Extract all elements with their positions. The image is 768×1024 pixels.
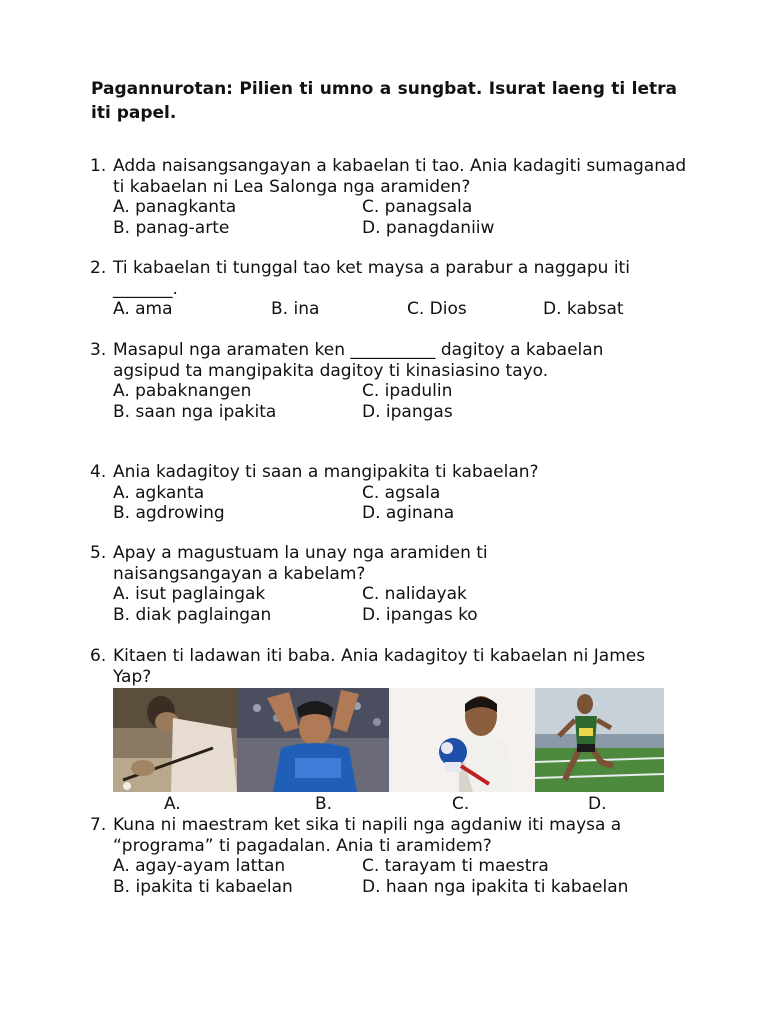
question-1 xyxy=(90,156,690,238)
option-a: A. pabaknangen xyxy=(113,381,252,402)
option-b: B. ina xyxy=(271,299,320,320)
question-number: 4. xyxy=(90,462,107,482)
option-b: B. diak paglaingan xyxy=(113,604,272,625)
photo-label-b: B. xyxy=(315,794,333,814)
options xyxy=(113,584,690,625)
photo-billiards-player xyxy=(113,688,237,792)
option-c: C. nalidayak xyxy=(362,584,467,605)
question-number: 7. xyxy=(90,815,107,835)
question-number: 3. xyxy=(90,340,107,360)
photo-label-a: A. xyxy=(164,794,181,814)
question-number: 1. xyxy=(90,156,107,176)
option-d: D. panagdaniiw xyxy=(362,217,495,238)
photo-basketball-player xyxy=(237,688,389,792)
options xyxy=(113,381,690,422)
question-2 xyxy=(90,258,690,320)
option-a: A. ama xyxy=(113,299,173,320)
question-text: Kuna ni maestram ket sika ti napili nga agdaniw iti maysa a “programa” ti pagadalan. Ania ti aramidem? xyxy=(113,815,622,856)
question-3 xyxy=(90,340,690,422)
option-d: D. kabsat xyxy=(543,299,624,320)
question-text: Ti kabaelan ti tunggal tao ket maysa a parabur a naggapu iti _______. xyxy=(113,258,630,299)
option-b: B. saan nga ipakita xyxy=(113,401,277,422)
options xyxy=(113,483,690,524)
photo-boxer xyxy=(389,688,535,792)
question-text: Ania kadagitoy ti saan a mangipakita ti kabaelan? xyxy=(113,462,539,482)
option-d: D. ipangas ko xyxy=(362,604,478,625)
photo-strip xyxy=(113,688,673,792)
question-number: 5. xyxy=(90,543,107,563)
option-a: A. agkanta xyxy=(113,482,205,503)
question-text: Apay a magustuam la unay nga aramiden ti naisangsangayan a kabelam? xyxy=(113,543,488,584)
option-c: C. Dios xyxy=(407,299,467,320)
option-a: A. panagkanta xyxy=(113,197,237,218)
option-d: D. ipangas xyxy=(362,401,453,422)
option-a: A. isut paglaingak xyxy=(113,584,266,605)
options xyxy=(113,856,690,897)
question-text: Masapul nga aramaten ken __________ dagitoy a kabaelan agsipud ta mangipakita dagitoy ti kinasiasino tayo. xyxy=(113,340,604,381)
photo-label-d: D. xyxy=(588,794,607,814)
option-c: C. ipadulin xyxy=(362,381,453,402)
option-b: B. agdrowing xyxy=(113,503,225,524)
option-c: C. tarayam ti maestra xyxy=(362,856,549,877)
question-7 xyxy=(90,815,690,897)
question-number: 6. xyxy=(90,646,107,666)
question-number: 2. xyxy=(90,258,107,278)
option-b: B. ipakita ti kabaelan xyxy=(113,876,293,897)
options xyxy=(113,299,690,320)
question-6 xyxy=(90,646,690,687)
option-a: A. agay-ayam lattan xyxy=(113,856,286,877)
option-c: C. agsala xyxy=(362,482,441,503)
question-4 xyxy=(90,462,690,524)
option-d: D. aginana xyxy=(362,503,455,524)
option-d: D. haan nga ipakita ti kabaelan xyxy=(362,876,629,897)
instructions: Pagannurotan: Pilien ti umno a sungbat. Isurat laeng ti letra iti papel. xyxy=(91,79,677,123)
option-c: C. panagsala xyxy=(362,197,473,218)
options xyxy=(113,197,690,238)
question-text: Kitaen ti ladawan iti baba. Ania kadagitoy ti kabaelan ni James Yap? xyxy=(113,646,646,687)
photo-label-c: C. xyxy=(452,794,470,814)
question-text: Adda naisangsangayan a kabaelan ti tao. Ania kadagiti sumaganad ti kabaelan ni Lea Salonga nga aramiden? xyxy=(113,156,687,197)
photo-track-runner xyxy=(535,688,664,792)
question-5 xyxy=(90,543,690,625)
option-b: B. panag-arte xyxy=(113,217,230,238)
